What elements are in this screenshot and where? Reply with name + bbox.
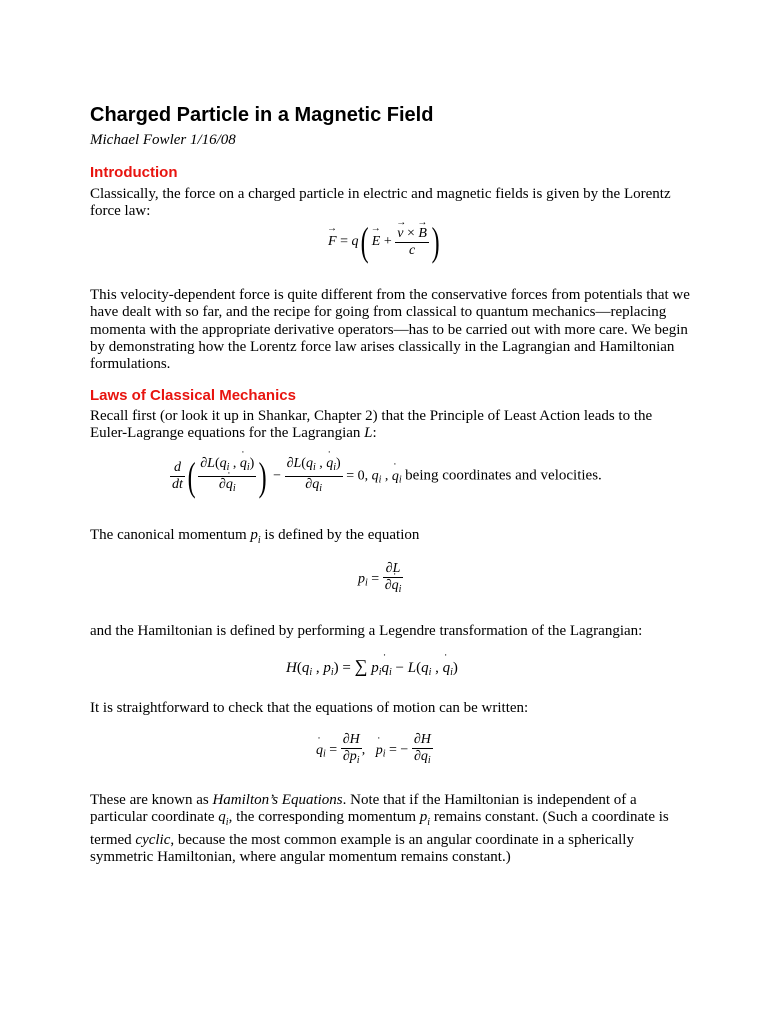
intro-paragraph-2: This velocity-dependent force is quite different from the conservative forces from potentials that we have dealt with so far, and the recipe for going from classical to quantum mechanics—replacing momenta with the appropriate derivative operators—has to be carried out with more care. We begin by demonstrating how the Lorentz force law arises classically in the Lagrangian and Hamiltonian formulations. [90, 287, 690, 373]
canonical-momentum-equation: $p_i$ = $\frac{\partial L}{\partial q ˙_i}$ [358, 561, 403, 598]
laws-paragraph-3: and the Hamiltonian is defined by performing a Legendre transformation of the Lagrangian: [90, 623, 643, 639]
laws-paragraph-5: These are known as Hamilton’s Equations. Note that if the Hamiltonian is independent of a particular coordinate $q_i$, the corresponding momentum $p_i$ remains constant. (Such a coordinate is termed cyclic, because the most common example is an angular coordinate in a spherically symmetric Hamiltonian, where angular momentum remains constant.) [90, 792, 669, 865]
laws-paragraph-4: It is straightforward to check that the equations of motion can be written: [90, 700, 529, 716]
author-byline: Michael Fowler 1/16/08 [90, 132, 236, 148]
intro-paragraph-1: Classically, the force on a charged particle in electric and magnetic fields is given by the Lorentz force law: [90, 186, 671, 220]
euler-lagrange-tail-text: being coordinates and velocities. [405, 467, 602, 484]
hamiltons-equations: q $˙_i$ = $\frac{\partial H}{\partial p_i}$ , p $˙_i$ = − $\frac{\partial H}{\partial q_i}$ [316, 732, 433, 769]
laws-paragraph-1: Recall first (or look it up in Shankar, Chapter 2) that the Principle of Least Action leads to the Euler-Lagrange equations for the Lagrangian L: [90, 408, 653, 442]
section-heading-laws: Laws of Classical Mechanics [90, 387, 296, 404]
document-title: Charged Particle in a Magnetic Field [90, 104, 434, 126]
hamiltonian-equation: $H(q_i$ , $p_i$) = ∑ $p_iq$ $˙_i - L(q_i$ , q $˙_i$) [286, 656, 458, 678]
euler-lagrange-equation: $\frac{d}{dt}$ ( $\frac{\partial L(q_i , q ˙_i)}{\partial q ˙_i}$ ) − $\frac{\partial L(q_i , q ˙_i)}{\partial q_i}$ = 0, $q_i$ , q $˙_i$ being coordinates and velocities. [170, 456, 602, 497]
laws-paragraph-2: The canonical momentum $p_i$ is defined by the equation [90, 527, 420, 546]
section-heading-introduction: Introduction [90, 164, 178, 181]
lorentz-force-equation: F → = q( E → + $\frac{v \to \times B \to}{c}$ ) [328, 222, 442, 262]
